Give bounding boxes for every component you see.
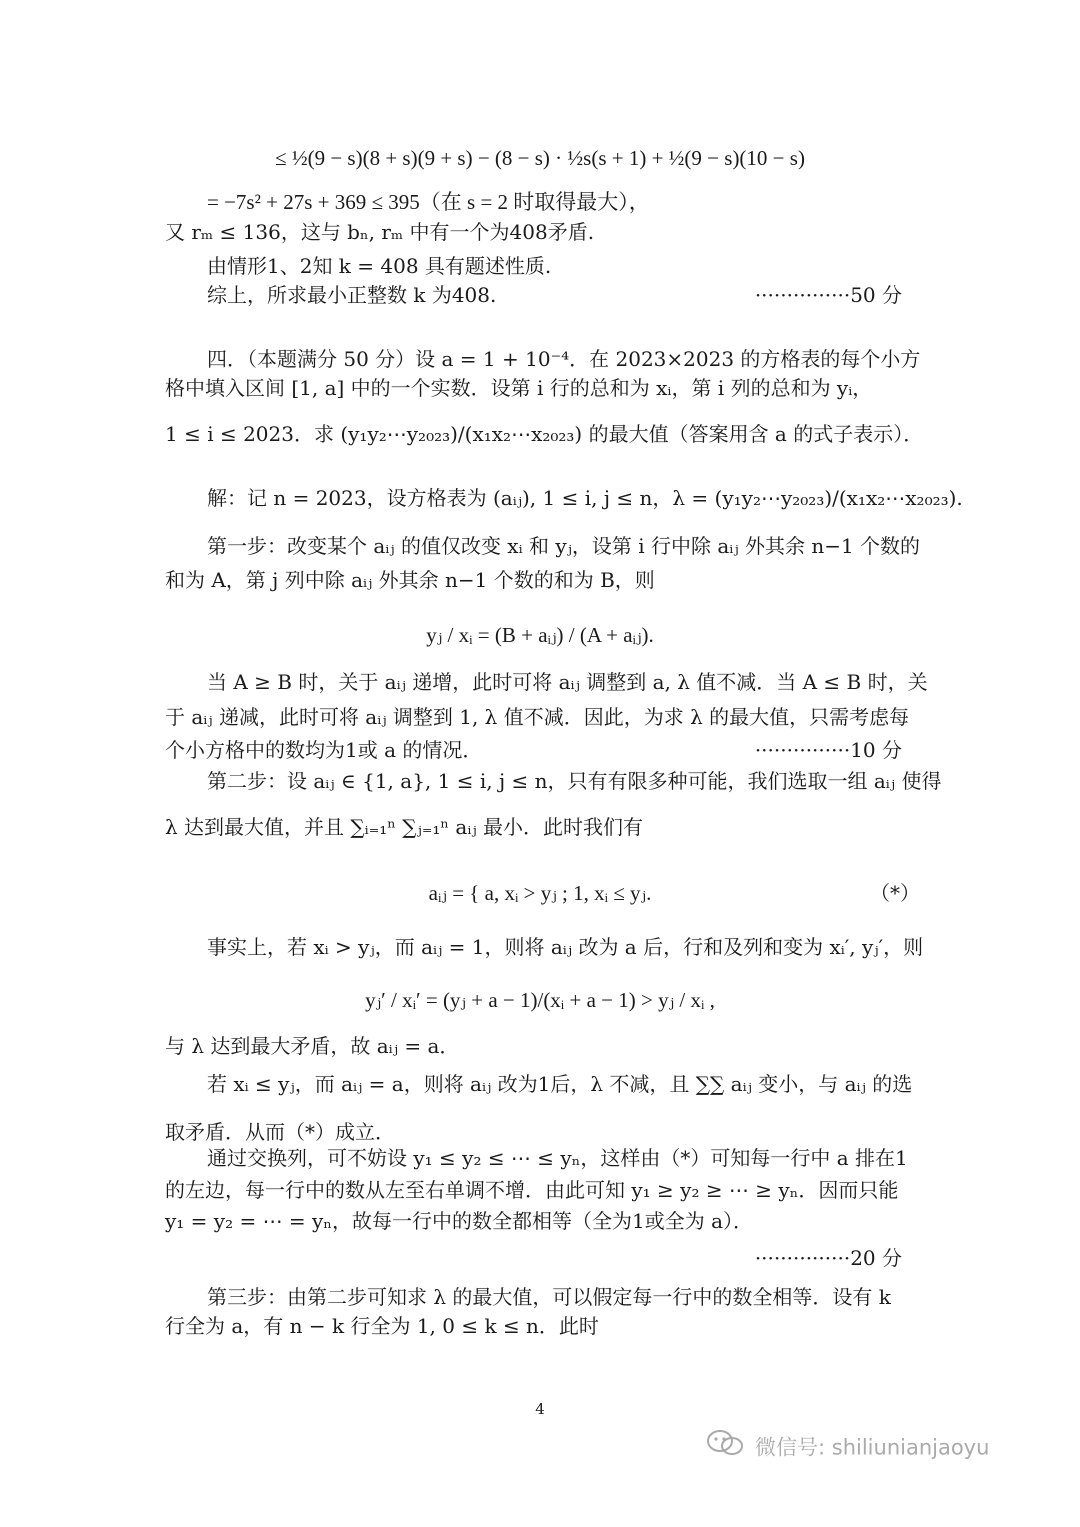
text-line: yⱼ / xᵢ = (B + aᵢⱼ) / (A + aᵢⱼ). (426, 623, 654, 647)
text-line: 由情形1、2知 k = 408 具有题述性质. (207, 254, 552, 278)
text-line: 综上，所求最小正整数 k 为408. (207, 283, 497, 307)
text-line: 与 λ 达到最大矛盾，故 aᵢⱼ = a． (165, 1034, 460, 1058)
text-line: 1 ≤ i ≤ 2023．求 (y₁y₂⋯y₂₀₂₃)/(x₁x₂⋯x₂₀₂₃) 的最大值（答案用含 a 的式子表示）． (165, 422, 924, 446)
text-line: 的左边，每一行中的数从左至右单调不增．由此可知 y₁ ≥ y₂ ≥ ⋯ ≥ yₙ．因而只能 (165, 1178, 899, 1202)
text-line: y₁ = y₂ = ⋯ = yₙ，故每一行中的数全都相等（全为1或全为 a）． (165, 1209, 754, 1233)
text-line: 四．（本题满分 50 分）设 a = 1 + 10⁻⁴．在 2023×2023 的方格表的每个小方 (207, 347, 921, 371)
watermark (705, 1428, 1065, 1464)
score-marker: ···············10 分 (754, 738, 902, 762)
text-line: 解：记 n = 2023，设方格表为 (aᵢⱼ), 1 ≤ i, j ≤ n，λ = (y₁y₂⋯y₂₀₂₃)/(x₁x₂⋯x₂₀₂₃). (207, 486, 963, 510)
text-line: 通过交换列，可不妨设 y₁ ≤ y₂ ≤ ⋯ ≤ yₙ，这样由（*）可知每一行中 a 排在1 (207, 1146, 908, 1170)
text-line: 取矛盾．从而（*）成立． (165, 1120, 395, 1144)
equation-tag: （*） (870, 881, 920, 905)
page-number: 4 (535, 1400, 545, 1418)
text-line: 当 A ≥ B 时，关于 aᵢⱼ 递增，此时可将 aᵢⱼ 调整到 a, λ 值不减．当 A ≤ B 时，关 (207, 670, 928, 694)
wechat-icon (705, 1428, 745, 1469)
text-line: 第二步：设 aᵢⱼ ∈ {1, a}, 1 ≤ i, j ≤ n，只有有限多种可能，我们选取一组 aᵢⱼ 使得 (207, 769, 942, 793)
text-line: 若 xᵢ ≤ yⱼ，而 aᵢⱼ = a，则将 aᵢⱼ 改为1后，λ 不减，且 ∑∑ aᵢⱼ 变小，与 aᵢⱼ 的选 (207, 1072, 913, 1096)
text-line: 格中填入区间 [1, a] 中的一个实数．设第 i 行的总和为 xᵢ，第 i 列的总和为 yᵢ， (165, 376, 873, 400)
text-line: 和为 A，第 j 列中除 aᵢⱼ 外其余 n−1 个数的和为 B，则 (165, 568, 655, 592)
text-line: = −7s² + 27s + 369 ≤ 395（在 s = 2 时取得最大）， (207, 190, 650, 214)
watermark-text: 微信号: shiliunianjaoyu (755, 1435, 990, 1460)
text-line: 第一步：改变某个 aᵢⱼ 的值仅改变 xᵢ 和 yⱼ，设第 i 行中除 aᵢⱼ 外其余 n−1 个数的 (207, 534, 921, 558)
text-line: 又 rₘ ≤ 136，这与 bₙ, rₘ 中有一个为408矛盾. (165, 220, 595, 244)
score-marker: ···············20 分 (754, 1246, 902, 1270)
text-line: 第三步：由第二步可知求 λ 的最大值，可以假定每一行中的数全相等．设有 k (207, 1285, 891, 1309)
text-line: 事实上，若 xᵢ > yⱼ，而 aᵢⱼ = 1，则将 aᵢⱼ 改为 a 后，行和及列和变为 xᵢ′, yⱼ′，则 (207, 935, 924, 959)
score-marker: ···············50 分 (754, 283, 902, 307)
text-line: 于 aᵢⱼ 递减，此时可将 aᵢⱼ 调整到 1, λ 值不减．因此，为求 λ 的最大值，只需考虑每 (165, 705, 910, 729)
text-line: 行全为 a，有 n − k 行全为 1, 0 ≤ k ≤ n．此时 (165, 1314, 599, 1338)
text-line: λ 达到最大值，并且 ∑ᵢ₌₁ⁿ ∑ⱼ₌₁ⁿ aᵢⱼ 最小．此时我们有 (165, 815, 644, 839)
text-line: aᵢⱼ = { a, xᵢ > yⱼ ; 1, xᵢ ≤ yⱼ. (428, 881, 652, 905)
text-line: yⱼ′ / xᵢ′ = (yⱼ + a − 1)/(xᵢ + a − 1) > yⱼ / xᵢ , (365, 988, 715, 1012)
text-line: 个小方格中的数均为1或 a 的情况． (165, 738, 483, 762)
text-line: ≤ ½(9 − s)(8 + s)(9 + s) − (8 − s) · ½s(s + 1) + ½(9 − s)(10 − s) (275, 146, 805, 170)
